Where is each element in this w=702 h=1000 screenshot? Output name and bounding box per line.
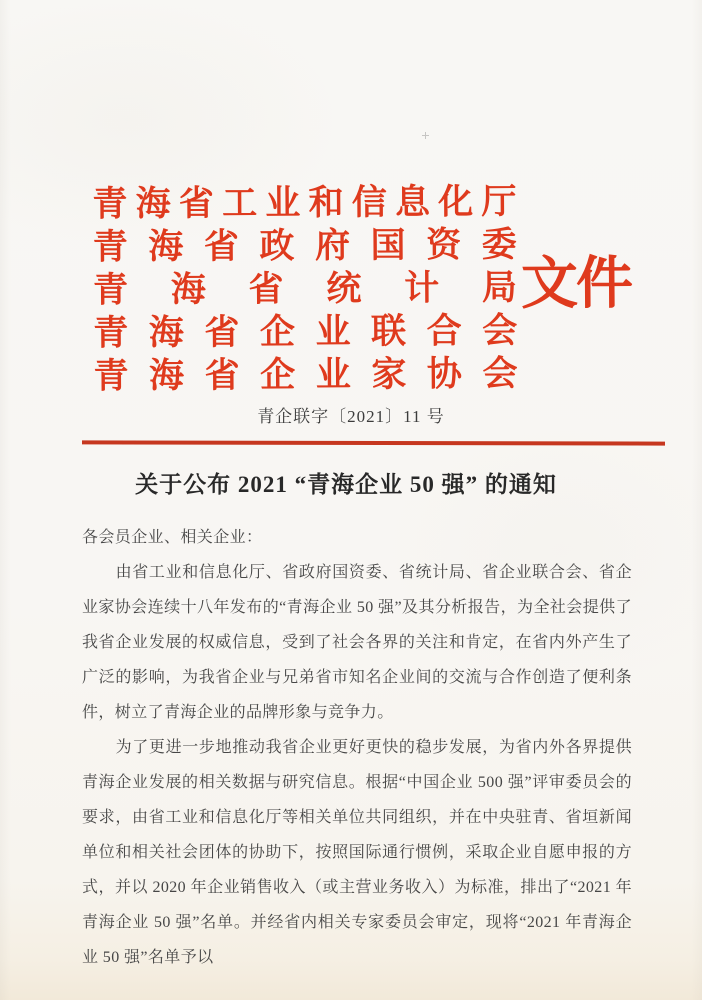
body-paragraph-2: 为了更进一步地推动我省企业更好更快的稳步发展，为省内外各界提供青海企业发展的相关数据与研究信息。根据“中国企业 500 强”评审委员会的要求，由省工业和信息化厅等相关单位共同组织，并在中央驻青、省垣新闻单位和相关社会团体的协助下，按照国际通行惯例，采取企业自愿申报的方式，并以 2020 年企业销售收入（或主营业务收入）为标准，排出了“2021 年青海企业 50 强”名单。并经省内相关专家委员会审定，现将“2021 年青海企业 50 强”名单予以 [82, 739, 632, 966]
body-paragraph-1: 由省工业和信息化厅、省政府国资委、省统计局、省企业联合会、省企业家协会连续十八年发布的“青海企业 50 强”及其分析报告，为全社会提供了我省企业发展的权威信息，受到了社会各界的关注和肯定，在省内外产生了广泛的影响，为我省企业与兄弟省市知名企业间的交流与合作创造了便利条件，树立了青海企业的品牌形象与竞争力。 [82, 564, 632, 721]
red-divider-rule [82, 440, 665, 445]
org-line-4: 青海省企业联合会 [93, 311, 518, 353]
notice-body [82, 520, 632, 975]
org-line-5: 青海省企业家协会 [93, 354, 518, 396]
salutation: 各会员企业、相关企业： [82, 529, 263, 546]
org-line-2: 青海省政府国资委 [92, 225, 517, 267]
org-line-3: 青海省统计局 [92, 268, 518, 310]
letterhead [92, 179, 633, 397]
document-number: 青企联字〔2021〕11 号 [257, 407, 445, 426]
letterhead-org-block [92, 180, 517, 398]
notice-title: 关于公布 2021 “青海企业 50 强” 的通知 [135, 472, 557, 497]
file-designation-label: 文件 [520, 252, 632, 317]
org-line-1: 青海省工业和信息化厅 [92, 182, 517, 224]
scan-speck-mark [422, 132, 429, 139]
